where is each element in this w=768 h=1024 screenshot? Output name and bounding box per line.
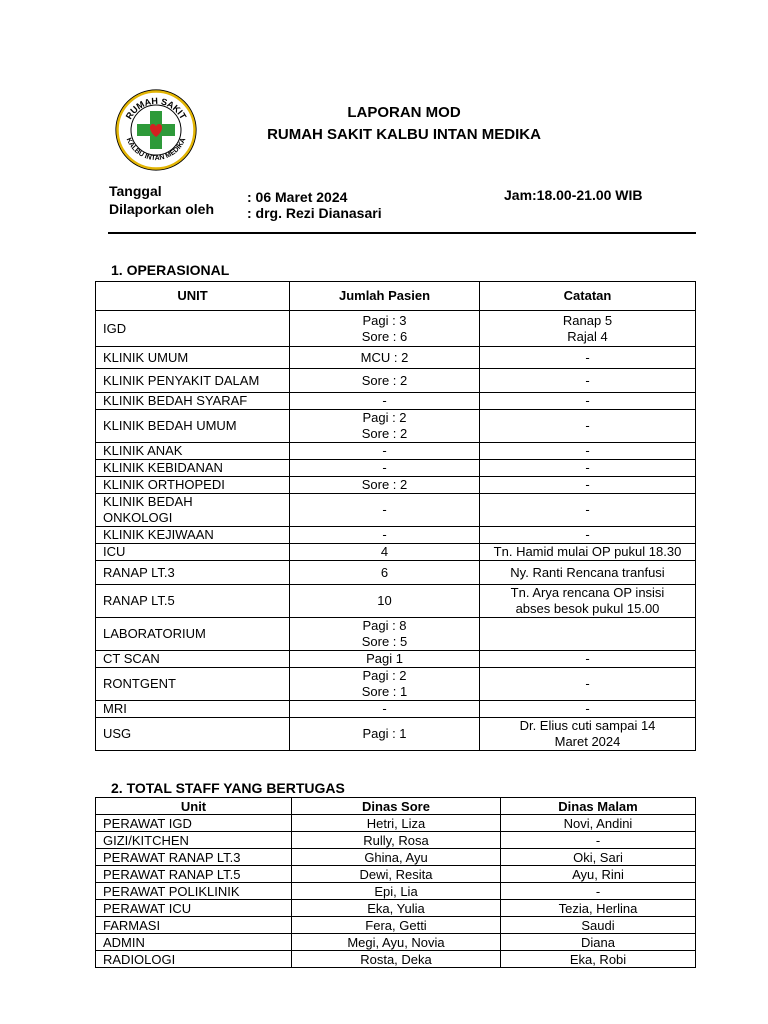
cell-catatan: - [480,527,696,544]
table-row [96,718,696,751]
table-row [96,561,696,585]
col-header-unit: UNIT [96,282,290,311]
cell-jumlah-pasien: Pagi : 2 Sore : 1 [290,668,480,701]
cell-catatan: Dr. Elius cuti sampai 14 Maret 2024 [480,718,696,751]
logo-text-bottom: KALBU INTAN MEDIKA [124,136,188,163]
cell-unit: PERAWAT ICU [96,900,292,917]
cell-catatan [480,618,696,651]
table-row [96,585,696,618]
table-row [96,347,696,369]
col-header-jumlah: Jumlah Pasien [290,282,480,311]
cell-dinas-sore: Fera, Getti [292,917,501,934]
table-row [96,618,696,651]
col-header-unit: Unit [96,798,292,815]
cell-jumlah-pasien: Pagi : 2 Sore : 2 [290,410,480,443]
cell-jumlah-pasien: 6 [290,561,480,585]
cell-unit: KLINIK PENYAKIT DALAM [96,369,290,393]
cell-dinas-malam: Diana [501,934,696,951]
cell-catatan: - [480,369,696,393]
tanggal-value: : 06 Maret 2024 [247,189,348,205]
cell-dinas-malam: Ayu, Rini [501,866,696,883]
section-staff-title: 2. TOTAL STAFF YANG BERTUGAS [111,780,345,796]
cell-catatan: - [480,477,696,494]
table-row [96,443,696,460]
cell-dinas-malam: - [501,883,696,900]
table-row [96,668,696,701]
report-title: LAPORAN MOD [347,104,461,121]
jam-value: Jam:18.00-21.00 WIB [504,187,643,203]
cell-unit: PERAWAT IGD [96,815,292,832]
cell-dinas-sore: Epi, Lia [292,883,501,900]
cell-catatan: - [480,494,696,527]
cell-catatan: - [480,347,696,369]
cell-catatan: Tn. Arya rencana OP insisi abses besok pukul 15.00 [480,585,696,618]
cell-jumlah-pasien: - [290,494,480,527]
dilaporkan-label: Dilaporkan oleh [109,201,215,217]
cell-unit: USG [96,718,290,751]
cell-dinas-sore: Megi, Ayu, Novia [292,934,501,951]
tanggal-label: Tanggal [109,183,162,199]
hospital-name: RUMAH SAKIT KALBU INTAN MEDIKA [267,126,541,143]
cell-jumlah-pasien: Pagi : 1 [290,718,480,751]
dilaporkan-value: : drg. Rezi Dianasari [247,205,382,221]
col-header-dinas-sore: Dinas Sore [292,798,501,815]
cell-dinas-malam: Saudi [501,917,696,934]
cell-dinas-sore: Rully, Rosa [292,832,501,849]
cell-dinas-sore: Rosta, Deka [292,951,501,968]
cell-jumlah-pasien: Sore : 2 [290,369,480,393]
table-row [96,951,696,968]
cell-unit: PERAWAT RANAP LT.5 [96,866,292,883]
cell-jumlah-pasien: MCU : 2 [290,347,480,369]
cell-jumlah-pasien: Pagi 1 [290,651,480,668]
cell-dinas-sore: Dewi, Resita [292,866,501,883]
table-row [96,651,696,668]
cell-jumlah-pasien: Sore : 2 [290,477,480,494]
cell-unit: PERAWAT POLIKLINIK [96,883,292,900]
cell-jumlah-pasien: - [290,393,480,410]
cell-jumlah-pasien: - [290,527,480,544]
cell-unit: KLINIK ANAK [96,443,290,460]
cell-jumlah-pasien: - [290,701,480,718]
table-row [96,544,696,561]
cell-unit: KLINIK KEJIWAAN [96,527,290,544]
table-row [96,393,696,410]
table-row [96,849,696,866]
cell-catatan: - [480,443,696,460]
cell-catatan: - [480,460,696,477]
cell-dinas-malam: Novi, Andini [501,815,696,832]
cell-catatan: Tn. Hamid mulai OP pukul 18.30 [480,544,696,561]
cell-unit: RANAP LT.5 [96,585,290,618]
cell-unit: KLINIK ORTHOPEDI [96,477,290,494]
table-row [96,460,696,477]
table-row [96,311,696,347]
table-row [96,815,696,832]
cell-dinas-malam: Eka, Robi [501,951,696,968]
cell-unit: RANAP LT.3 [96,561,290,585]
cell-unit: KLINIK KEBIDANAN [96,460,290,477]
cell-unit: ADMIN [96,934,292,951]
cell-jumlah-pasien: 4 [290,544,480,561]
table-row [96,410,696,443]
cell-unit: ICU [96,544,290,561]
cell-unit: RONTGENT [96,668,290,701]
cell-catatan: Ny. Ranti Rencana tranfusi [480,561,696,585]
cell-unit: KLINIK BEDAH SYARAF [96,393,290,410]
table-row [96,527,696,544]
cell-unit: CT SCAN [96,651,290,668]
cell-catatan: - [480,701,696,718]
cell-unit: PERAWAT RANAP LT.3 [96,849,292,866]
table-row [96,934,696,951]
cell-unit: IGD [96,311,290,347]
cell-jumlah-pasien: Pagi : 3 Sore : 6 [290,311,480,347]
cell-dinas-sore: Hetri, Liza [292,815,501,832]
col-header-dinas-malam: Dinas Malam [501,798,696,815]
cell-dinas-malam: - [501,832,696,849]
cell-jumlah-pasien: - [290,443,480,460]
table-row [96,900,696,917]
table-row [96,701,696,718]
cell-catatan: - [480,668,696,701]
table-row [96,832,696,849]
table-row [96,866,696,883]
logo-text-top: RUMAH SAKIT [123,95,189,121]
cell-unit: KLINIK UMUM [96,347,290,369]
table-row [96,369,696,393]
table-row [96,477,696,494]
cell-unit: KLINIK BEDAH ONKOLOGI [96,494,290,527]
cell-unit: MRI [96,701,290,718]
cell-catatan: - [480,651,696,668]
table-row [96,494,696,527]
cell-dinas-sore: Eka, Yulia [292,900,501,917]
cell-dinas-malam: Tezia, Herlina [501,900,696,917]
staff-table [95,797,696,968]
cell-catatan: Ranap 5 Rajal 4 [480,311,696,347]
cell-unit: FARMASI [96,917,292,934]
cell-jumlah-pasien: - [290,460,480,477]
cell-unit: GIZI/KITCHEN [96,832,292,849]
cell-catatan: - [480,393,696,410]
operasional-table [95,281,696,751]
cell-jumlah-pasien: 10 [290,585,480,618]
header-divider [108,232,696,234]
cell-dinas-sore: Ghina, Ayu [292,849,501,866]
cell-unit: RADIOLOGI [96,951,292,968]
table-row [96,917,696,934]
cell-unit: KLINIK BEDAH UMUM [96,410,290,443]
section-operasional-title: 1. OPERASIONAL [111,262,230,278]
col-header-catatan: Catatan [480,282,696,311]
cell-jumlah-pasien: Pagi : 8 Sore : 5 [290,618,480,651]
cell-unit: LABORATORIUM [96,618,290,651]
cell-catatan: - [480,410,696,443]
table-row [96,883,696,900]
cell-dinas-malam: Oki, Sari [501,849,696,866]
